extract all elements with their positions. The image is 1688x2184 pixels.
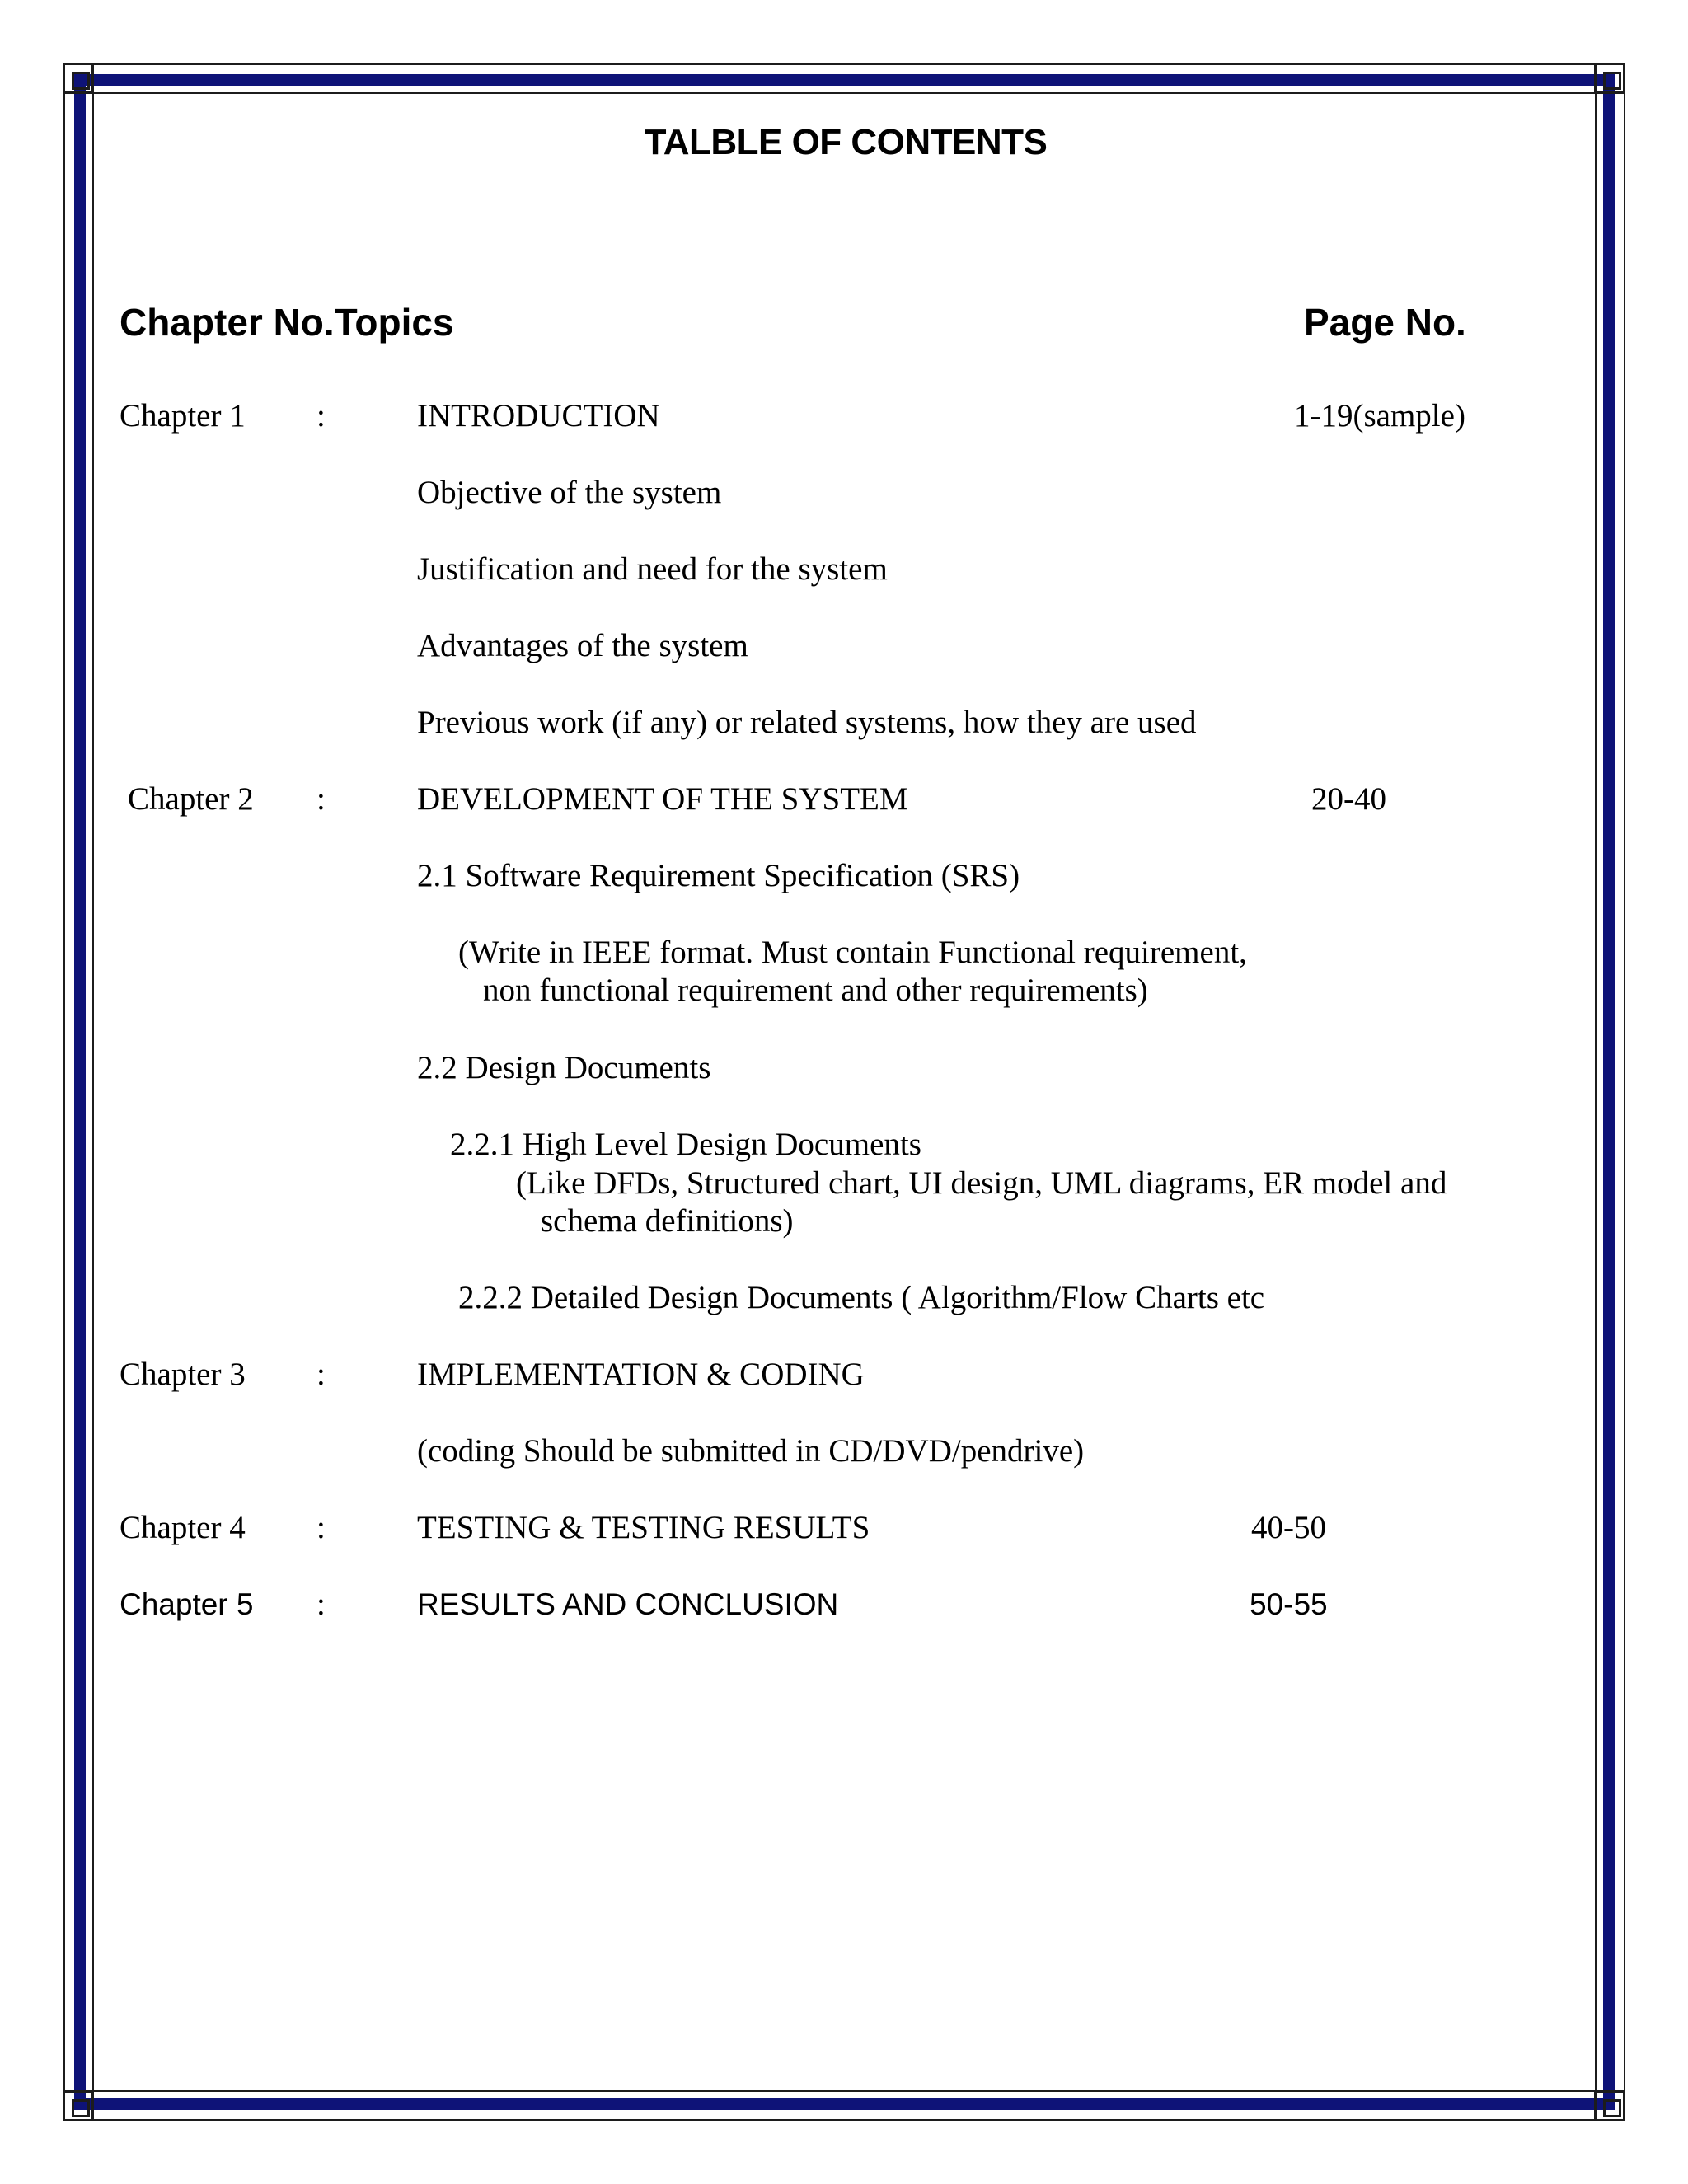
chapter-2-colon: : [316,781,326,817]
border-corner-ornament [63,63,94,94]
chapter-1-pages: 1-19(sample) [1294,398,1465,434]
chapter-5-pages: 50-55 [1250,1587,1328,1621]
page-border-inner [92,92,1597,2092]
chapter-2-item: (Like DFDs, Structured chart, UI design, UML diagrams, ER model and [516,1165,1447,1201]
chapter-1-item: Advantages of the system [417,628,748,663]
border-corner-ornament [1594,2090,1625,2121]
chapter-1-label: Chapter 1 [120,398,246,434]
chapter-2-title: DEVELOPMENT OF THE SYSTEM [417,781,908,817]
chapter-2-item: 2.2 Design Documents [417,1050,711,1085]
chapter-5-title: RESULTS AND CONCLUSION [417,1587,839,1621]
chapter-4-title: TESTING & TESTING RESULTS [417,1510,870,1545]
border-corner-ornament [63,2090,94,2121]
chapter-2-item: 2.2.2 Detailed Design Documents ( Algorithm/Flow Charts etc [458,1280,1265,1315]
chapter-1-colon: : [316,398,326,434]
chapter-4-colon: : [316,1510,326,1545]
chapter-3-colon: : [316,1357,326,1392]
chapter-2-item: schema definitions) [541,1203,794,1239]
column-header-chapter-topics: Chapter No.Topics [120,301,454,344]
chapter-2-item: 2.1 Software Requirement Specification (SRS) [417,858,1020,893]
chapter-1-item: Previous work (if any) or related systems, how they are used [417,705,1197,740]
chapter-3-label: Chapter 3 [120,1357,246,1392]
column-header-page-no: Page No. [1304,301,1466,344]
border-corner-ornament [1594,63,1625,94]
chapter-2-item: (Write in IEEE format. Must contain Functional requirement, [458,935,1247,970]
chapter-2-item: 2.2.1 High Level Design Documents [450,1127,921,1162]
chapter-2-item: non functional requirement and other requirements) [483,972,1148,1008]
chapter-1-item: Objective of the system [417,475,722,510]
chapter-3-title: IMPLEMENTATION & CODING [417,1357,865,1392]
chapter-2-label: Chapter 2 [128,781,254,817]
chapter-4-label: Chapter 4 [120,1510,246,1545]
chapter-1-title: INTRODUCTION [417,398,660,434]
chapter-2-pages: 20-40 [1311,781,1386,817]
chapter-3-item: (coding Should be submitted in CD/DVD/pendrive) [417,1433,1085,1469]
chapter-5-label: Chapter 5 [120,1587,254,1621]
chapter-1-item: Justification and need for the system [417,551,888,587]
chapter-4-pages: 40-50 [1251,1510,1326,1545]
page-title: TALBLE OF CONTENTS [644,122,1048,162]
chapter-5-colon: : [316,1586,326,1622]
